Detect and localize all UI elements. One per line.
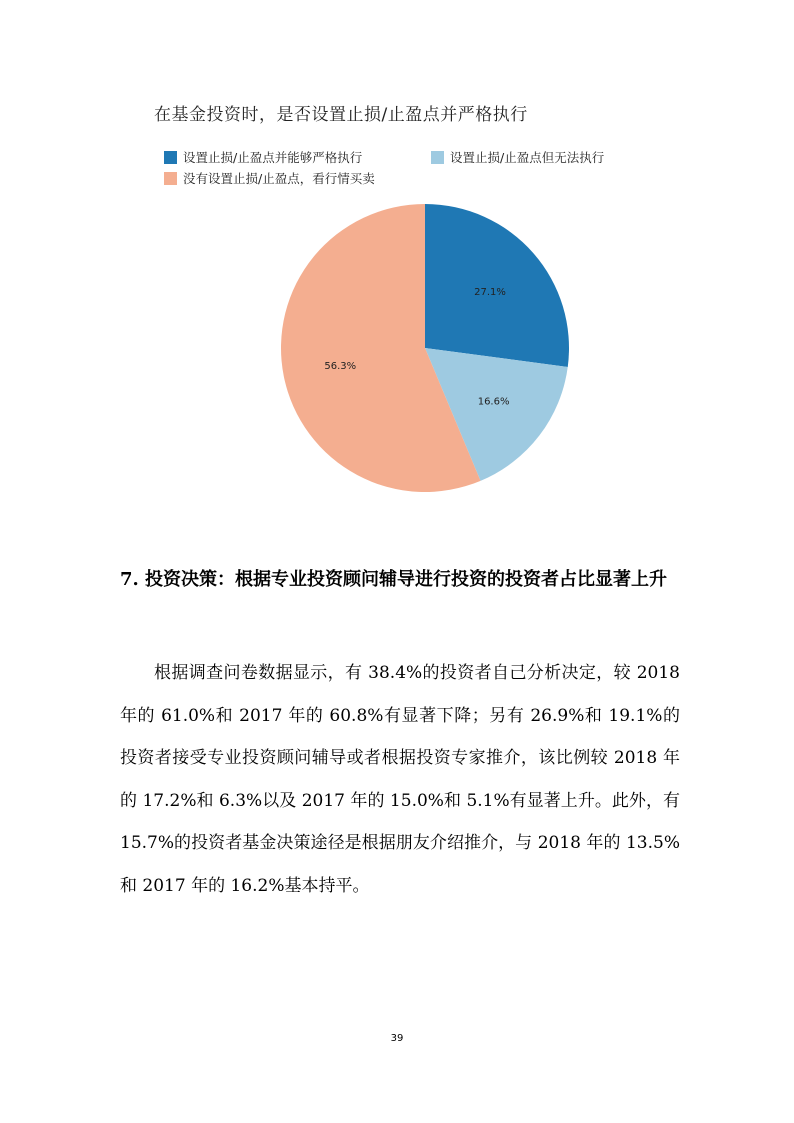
section-heading: 7. 投资决策：根据专业投资顾问辅导进行投资的投资者占比显著上升 — [120, 569, 668, 590]
pie-slice-strict — [425, 204, 569, 367]
pie-label-unable: 16.6% — [477, 396, 510, 408]
chart-title: 在基金投资时，是否设置止损/止盈点并严格执行 — [154, 105, 528, 125]
pie-label-none: 56.3% — [324, 360, 357, 372]
legend-label-unable: 设置止损/止盈点但无法执行 — [450, 150, 605, 165]
pie-label-strict: 27.1% — [474, 287, 506, 299]
page-number: 39 — [390, 1033, 404, 1044]
body-paragraph: 根据调查问卷数据显示，有 38.4%的投资者自己分析决定，较 2018 年的 61.0%和 2017 年的 60.8%有显著下降；另有 26.9%和 19.1%的投资者接受专业投资顾问辅导或者根据投资专家推介，该比例较 2018 年的 17.2%和 6.3%以及 2017 年的 15.0%和 5.1%有显著上升。此外，有 15.7%的投资者基金决策途径是根据朋友介绍推介，与 2018 年的 13.5%和 2017 年的 16.2%基本持平。 — [120, 663, 680, 896]
pie-chart — [0, 0, 794, 560]
legend-label-none: 没有设置止损/止盈点，看行情买卖 — [183, 171, 375, 186]
legend-label-strict: 设置止损/止盈点并能够严格执行 — [183, 150, 363, 165]
